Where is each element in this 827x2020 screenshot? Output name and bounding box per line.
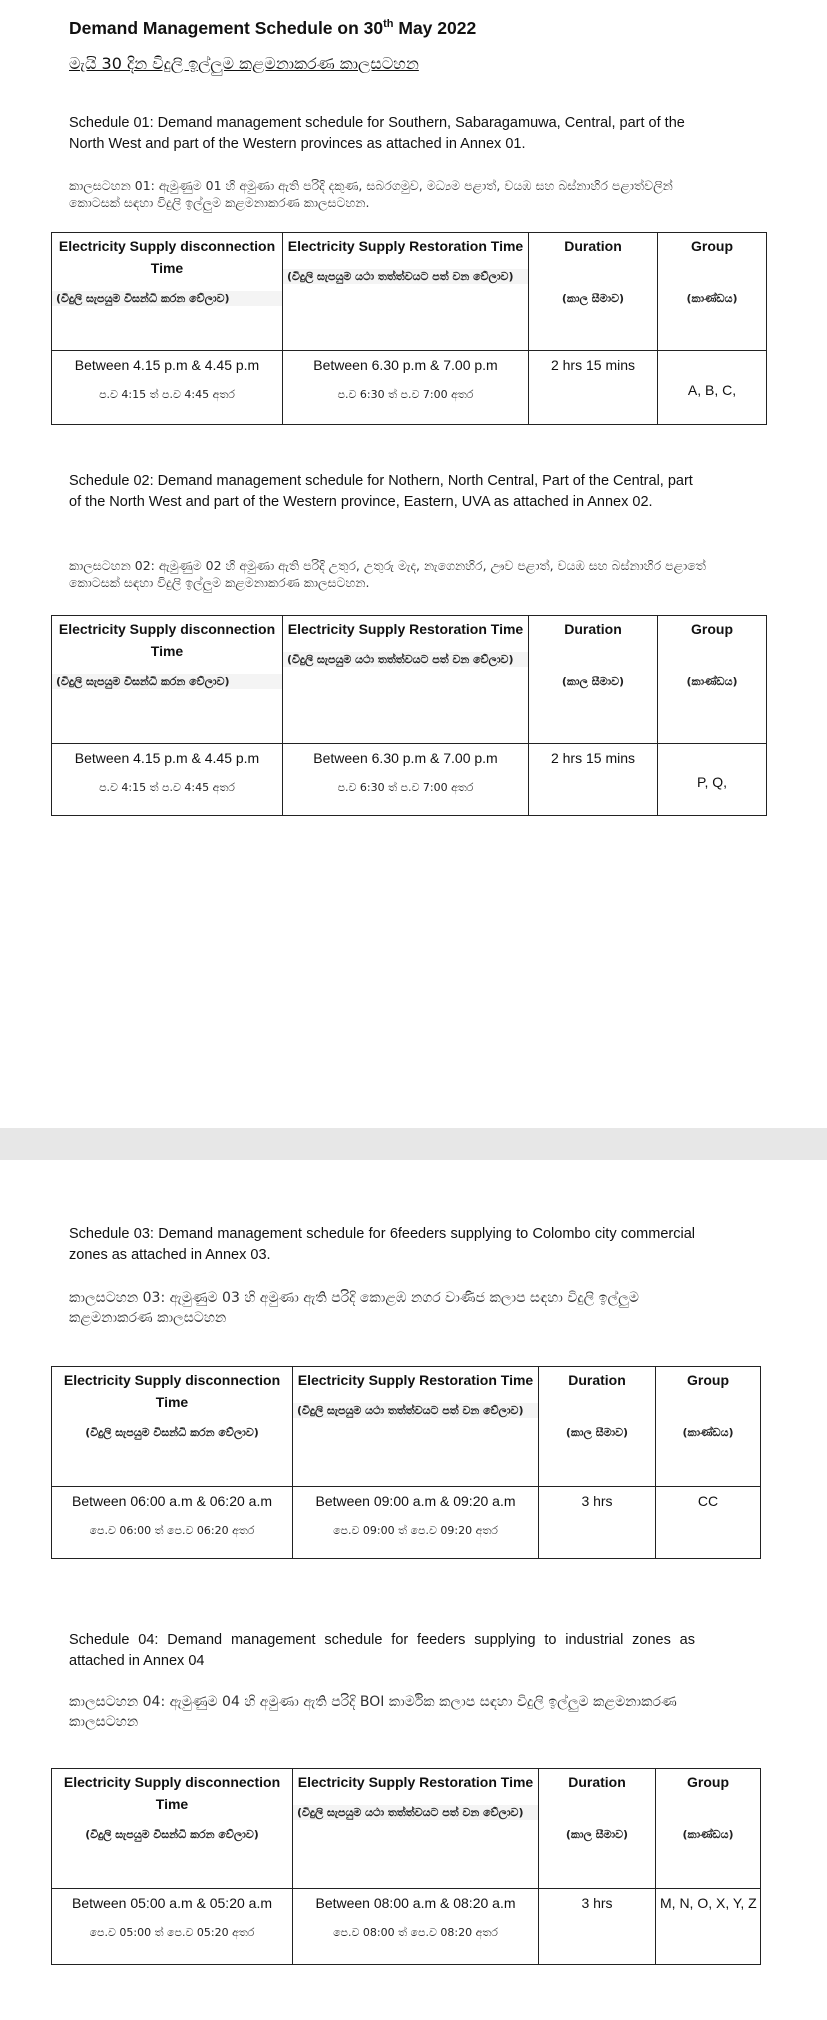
table-header-row (52, 1769, 761, 1889)
disconnection-header: Electricity Supply disconnection Time (විදුලි සැපයුම විසන්ධි කරන වේලාව) (52, 616, 283, 744)
group-header: Group (කාණ්ඩය) (656, 1367, 761, 1487)
schedule-03-description-sinhala: කාලසටහන 03: ඇමුණුම 03 හි අමුණා ඇති පරිදි කොළඹ නගර වාණිජ කලාප සඳහා විදුලි ඉල්ලුම කළමනාකරණ කාලසටහන (69, 1290, 639, 1326)
table-header-row (52, 233, 767, 351)
table-row (52, 1487, 761, 1559)
document-page-2 (0, 1160, 827, 2020)
group-header: Group (කාණ්ඩය) (658, 616, 767, 744)
table-row (52, 351, 767, 425)
duration-cell: 2 hrs 15 mins (529, 351, 658, 425)
duration-header: Duration (කාල සීමාව) (529, 233, 658, 351)
restoration-cell: Between 08:00 a.m & 08:20 a.m පෙ.ව 08:00 ත් පෙ.ව 08:20 අතර (293, 1889, 539, 1965)
restoration-header: Electricity Supply Restoration Time (විදුලි සැපයුම යථා තත්ත්වයට පත් වන වේලාව) (293, 1367, 539, 1487)
duration-header: Duration (කාල සීමාව) (539, 1367, 656, 1487)
page-title-sinhala: මැයි 30 දින විදුලි ඉල්ලුම කළමනාකරණ කාලසටහන (69, 54, 419, 73)
table-row (52, 744, 767, 816)
disconnection-cell: Between 06:00 a.m & 06:20 a.m පෙ.ව 06:00 ත් පෙ.ව 06:20 අතර (52, 1487, 293, 1559)
group-cell: A, B, C, (658, 351, 767, 425)
schedule-02-table (51, 615, 767, 816)
restoration-header: Electricity Supply Restoration Time (විදුලි සැපයුම යථා තත්ත්වයට පත් වන වේලාව) (293, 1769, 539, 1889)
page-title: Demand Management Schedule on 30th May 2022 (69, 18, 477, 38)
schedule-04-description: Schedule 04: Demand management schedule for feeders supplying to industrial zones as attached in Annex 04 (69, 1632, 695, 1669)
group-header: Group (කාණ්ඩය) (656, 1769, 761, 1889)
schedule-04-description-sinhala: කාලසටහන 04: ඇමුණුම 04 හි අමුණා ඇති පරිදි BOI කාර්මික කලාප සඳහා විදුලි ඉල්ලුම කළමනාකරණ කාලසටහන (69, 1694, 677, 1730)
duration-header: Duration (කාල සීමාව) (539, 1769, 656, 1889)
disconnection-cell: Between 05:00 a.m & 05:20 a.m පෙ.ව 05:00 ත් පෙ.ව 05:20 අතර (52, 1889, 293, 1965)
disconnection-header: Electricity Supply disconnection Time (විදුලි සැපයුම විසන්ධි කරන වේලාව) (52, 233, 283, 351)
restoration-header: Electricity Supply Restoration Time (විදුලි සැපයුම යථා තත්ත්වයට පත් වන වේලාව) (283, 616, 529, 744)
group-header: Group (කාණ්ඩය) (658, 233, 767, 351)
schedule-04-table (51, 1768, 761, 1965)
schedule-03-description: Schedule 03: Demand management schedule for 6feeders supplying to Colombo city commercial zones as attached in Annex 03. (69, 1226, 695, 1263)
duration-cell: 3 hrs (539, 1889, 656, 1965)
restoration-cell: Between 6.30 p.m & 7.00 p.m ප.ව 6:30 ත් ප.ව 7:00 අතර (283, 351, 529, 425)
schedule-02-description: Schedule 02: Demand management schedule for Nothern, North Central, Part of the Central, part of the North West and part of the Western province, Eastern, UVA as attached in Annex 02. (69, 473, 693, 510)
schedule-02-description-sinhala: කාලසටහන 02: ඇමුණුම 02 හි අමුණා ඇති පරිදි උතුර, උතුරු මැද, නැගෙනහිර, ඌව පළාත්, වයඹ සහ බස්නාහිර පළාතේ කොටසක් සඳහා විදුලි ඉල්ලුම කළමනාකරණ කාලසටහන. (69, 558, 706, 590)
schedule-01-description: Schedule 01: Demand management schedule for Southern, Sabaragamuwa, Central, part of the North West and part of the Western provinces as attached in Annex 01. (69, 115, 685, 152)
page-separator (0, 1128, 827, 1160)
duration-cell: 2 hrs 15 mins (529, 744, 658, 816)
disconnection-header: Electricity Supply disconnection Time (විදුලි සැපයුම විසන්ධි කරන වේලාව) (52, 1367, 293, 1487)
restoration-cell: Between 09:00 a.m & 09:20 a.m පෙ.ව 09:00 ත් පෙ.ව 09:20 අතර (293, 1487, 539, 1559)
group-cell: P, Q, (658, 744, 767, 816)
table-header-row (52, 616, 767, 744)
table-row (52, 1889, 761, 1965)
group-cell: CC (656, 1487, 761, 1559)
schedule-03-table (51, 1366, 761, 1559)
group-cell: M, N, O, X, Y, Z (656, 1889, 761, 1965)
schedule-01-description-sinhala: කාලසටහන 01: ඇමුණුම 01 හි අමුණා ඇති පරිදි දකුණ, සබරගමුව, මධ්‍යම පළාත්, වයඹ සහ බස්නාහිර පළාත්වලින් කොටසක් සඳහා විදුලි ඉල්ලුම කළමනාකරණ කාලසටහන. (69, 178, 673, 210)
duration-cell: 3 hrs (539, 1487, 656, 1559)
schedule-01-table (51, 232, 767, 425)
restoration-cell: Between 6.30 p.m & 7.00 p.m ප.ව 6:30 ත් ප.ව 7:00 අතර (283, 744, 529, 816)
duration-header: Duration (කාල සීමාව) (529, 616, 658, 744)
restoration-header: Electricity Supply Restoration Time (විදුලි සැපයුම යථා තත්ත්වයට පත් වන වේලාව) (283, 233, 529, 351)
disconnection-cell: Between 4.15 p.m & 4.45 p.m ප.ව 4:15 ත් ප.ව 4:45 අතර (52, 744, 283, 816)
disconnection-header: Electricity Supply disconnection Time (විදුලි සැපයුම විසන්ධි කරන වේලාව) (52, 1769, 293, 1889)
disconnection-cell: Between 4.15 p.m & 4.45 p.m ප.ව 4:15 ත් ප.ව 4:45 අතර (52, 351, 283, 425)
table-header-row (52, 1367, 761, 1487)
